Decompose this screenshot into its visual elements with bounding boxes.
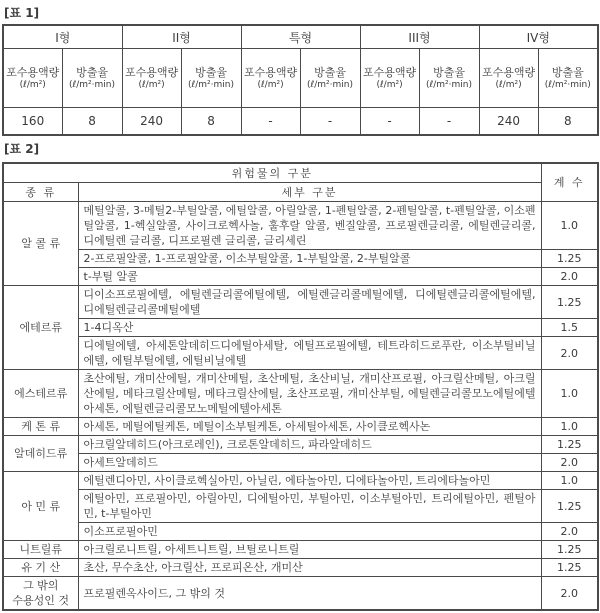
rate-label: 방출율 [314,65,346,79]
table-row-types [3,25,598,49]
detail-cell: 아세톤, 메틸에틸케톤, 메틸이소부틸케톤, 아세틸아세톤, 사이클로헥사논 [78,418,541,436]
detail-cell: 디이소프로필에텔, 에틸렌글리콜에틸에텔, 에틸렌글리콜메틸에텔, 디에틸렌글리콜에틸에텔, 디에틸렌글리콜메틸에텔 [78,286,541,319]
detail-cell: 에틸렌디아민, 사이클로헥실아민, 아닐린, 에타놀아민, 디에타놀아민, 트리에타놀아민 [78,472,541,490]
category-cell: 에스테르류 [3,370,78,418]
coeff-cell: 1.25 [541,286,598,319]
detail-cell: t-부틸 알콜 [78,268,541,286]
rate-header-cell [419,49,479,108]
table-row [3,202,598,250]
coeff-cell: 1.5 [541,319,598,337]
coeff-header-cell: 계 수 [541,163,598,202]
value-cell: - [241,108,300,136]
amount-label: 포수용액량 [124,65,179,79]
amount-unit: (ℓ/m²) [257,79,284,90]
detail-cell: 초산에틸, 개미산에틸, 개미산메틸, 초산메틸, 초산비닐, 개미산프로필, 아크릴산메틸, 아크릴산에틸, 메타크릴산메틸, 메타크릴산에틸, 초산프로필, 개미산부틸, 에틸렌글리콜모노에틸에텔아세톤, 에틸렌글리콜모노메틸에텔아세톤 [78,370,541,418]
value-cell: 8 [181,108,241,136]
rate-unit: (ℓ/m²·min) [307,79,354,90]
coeff-cell: 1.0 [541,202,598,250]
category-cell: 알데히드류 [3,436,78,472]
amount-header-cell [3,49,62,108]
table1-caption: [표 1] [4,6,40,20]
detail-cell: 디에틸에텔, 아세톤알데히드디에틸아세탈, 에틸프로필에텔, 테트라히드로푸란, 이소부틸비닐에텔, 에틸부틸에텔, 에틸비닐에텔 [78,337,541,370]
amount-header-cell [360,49,419,108]
group-header-cell: 위험물의 구분 [3,163,541,183]
category-cell: 유 기 산 [3,559,78,577]
table-row [3,454,598,472]
detail-cell: 에틸아민, 프로필아민, 아릴아민, 디에틸아민, 부틸아민, 이소부틸아민, 트리에틸아민, 펜틸아민, t-부틸아민 [78,490,541,523]
table-row [3,286,598,319]
table-row [3,250,598,268]
rate-label: 방출율 [195,65,227,79]
type-header-cell: I형 [3,25,122,49]
coeff-cell: 1.25 [541,436,598,454]
detail-cell: 이소프로필아민 [78,523,541,541]
table-row-subheaders [3,49,598,108]
coeff-cell: 1.0 [541,370,598,418]
rate-unit: (ℓ/m²·min) [544,79,591,90]
detail-cell: 아크릴로니트릴, 아세트니트릴, 브틸로니트릴 [78,541,541,559]
amount-label: 포수용액량 [6,65,60,79]
table-row [3,472,598,490]
amount-unit: (ℓ/m²) [19,79,46,90]
value-cell: 8 [62,108,122,136]
table-row [3,319,598,337]
category-cell: 그 밖의 수용성인 것 [3,577,78,611]
rate-header-cell [538,49,598,108]
amount-header-cell [479,49,538,108]
type-header-cell: IV형 [479,25,598,49]
type-header-cell: III형 [360,25,479,49]
value-cell: - [300,108,360,136]
coeff-cell: 1.25 [541,541,598,559]
rate-label: 방출율 [76,65,108,79]
rate-unit: (ℓ/m²·min) [69,79,115,90]
category-cell: 케 톤 류 [3,418,78,436]
coeff-cell: 2.0 [541,337,598,370]
type-header-cell: 특형 [241,25,360,49]
value-cell: 240 [479,108,538,136]
detail-cell: 아세트알데히드 [78,454,541,472]
amount-label: 포수용액량 [481,65,536,79]
category-cell: 니트릴류 [3,541,78,559]
hazardous-material-coefficient-table [2,162,599,611]
table-row [3,541,598,559]
type-header-cell: II형 [122,25,241,49]
amount-unit: (ℓ/m²) [495,79,522,90]
kind-header-cell: 종 류 [3,183,78,202]
value-cell: 8 [538,108,598,136]
rate-unit: (ℓ/m²·min) [188,79,235,90]
value-cell: 240 [122,108,181,136]
coeff-cell: 1.0 [541,418,598,436]
detail-cell: 메틸알콜, 3-메틸2-부틸알콜, 에틸알콜, 아릴알콜, 1-펜틸알콜, 2-펜틸알콜, t-펜틸알콜, 이소펜틸알콜, 1-헥실알콜, 사이크로헥사놀, 훌후랄 알콜, 벤질알콜, 프로필렌글리콜, 에틸렌글리콜, 디에틸렌 글리콜, 디프로필렌 글리콜, 글리세린 [78,202,541,250]
value-cell: 160 [3,108,62,136]
amount-label: 포수용액량 [362,65,417,79]
amount-header-cell [122,49,181,108]
foam-solution-table [2,24,599,136]
detail-cell: 초산, 무수초산, 아크릴산, 프로피온산, 개미산 [78,559,541,577]
category-cell: 알 콜 류 [3,202,78,286]
rate-header-cell [62,49,122,108]
detail-cell: 아크릴알데히드(아크로레인), 크로톤알데히드, 파라알데히드 [78,436,541,454]
rate-unit: (ℓ/m²·min) [426,79,473,90]
table-row [3,490,598,523]
category-cell: 에테르류 [3,286,78,370]
rate-label: 방출율 [433,65,465,79]
table-row [3,268,598,286]
table-row [3,418,598,436]
coeff-cell: 1.25 [541,490,598,523]
amount-unit: (ℓ/m²) [376,79,403,90]
rate-header-cell [181,49,241,108]
coeff-cell: 2.0 [541,268,598,286]
amount-header-cell [241,49,300,108]
detail-header-cell: 세부 구분 [78,183,541,202]
detail-cell: 프로필렌옥사이드, 그 밖의 것 [78,577,541,611]
coeff-cell: 1.0 [541,472,598,490]
table-row [3,559,598,577]
amount-label: 포수용액량 [243,65,298,79]
coeff-cell: 2.0 [541,523,598,541]
detail-cell: 2-프로필알콜, 1-프로필알콜, 이소부틸알콜, 1-부틸알콜, 2-부틸알콜 [78,250,541,268]
table-row [3,337,598,370]
coeff-cell: 1.25 [541,559,598,577]
table-row [3,370,598,418]
table-row-values [3,108,598,136]
table-row [3,436,598,454]
coeff-cell: 1.25 [541,250,598,268]
rate-label: 방출율 [551,65,584,79]
category-cell: 아 민 류 [3,472,78,541]
table-row [3,523,598,541]
detail-cell: 1-4디옥산 [78,319,541,337]
table2-caption: [표 2] [4,142,40,156]
value-cell: - [360,108,419,136]
amount-unit: (ℓ/m²) [138,79,165,90]
table-row-header [3,163,598,183]
table-row [3,577,598,611]
coeff-cell: 2.0 [541,577,598,611]
value-cell: - [419,108,479,136]
coeff-cell: 2.0 [541,454,598,472]
table-row-header [3,183,598,202]
rate-header-cell [300,49,360,108]
